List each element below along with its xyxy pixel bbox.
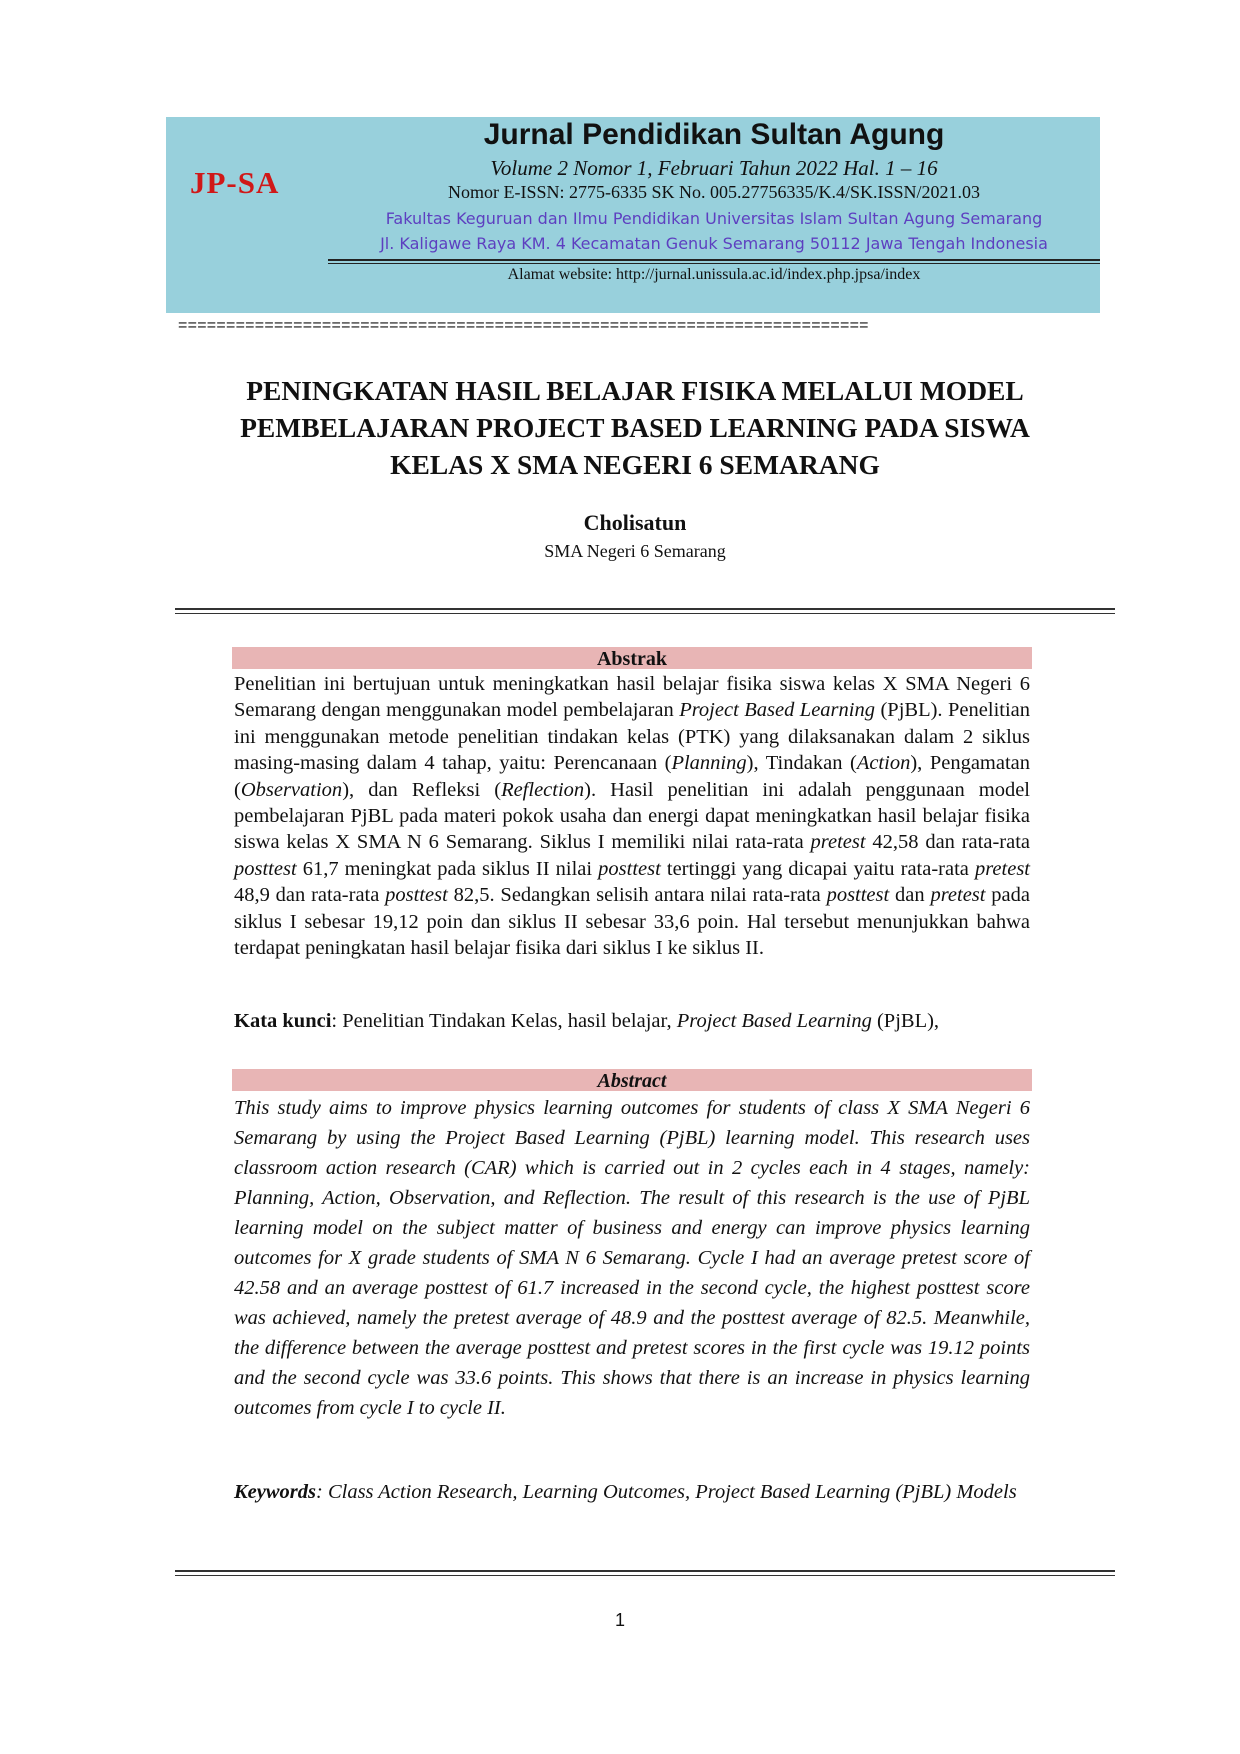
abstract-keywords: Keywords: Class Action Research, Learning Outcomes, Project Based Learning (PjBL) Models bbox=[234, 1481, 1017, 1503]
section-divider-bottom bbox=[175, 1570, 1115, 1576]
author-name: Cholisatun bbox=[583, 510, 687, 535]
journal-issn: Nomor E-ISSN: 2775-6335 SK No. 005.27756335/K.4/SK.ISSN/2021.03 bbox=[447, 182, 981, 202]
journal-title: Jurnal Pendidikan Sultan Agung bbox=[483, 118, 945, 151]
journal-logo: JP-SA bbox=[190, 165, 280, 200]
article-title bbox=[175, 372, 1095, 483]
abstrak-keywords: Kata kunci: Penelitian Tindakan Kelas, hasil belajar, Project Based Learning (PjBL), bbox=[234, 1010, 940, 1032]
author-affiliation: SMA Negeri 6 Semarang bbox=[544, 541, 726, 561]
separator-line: ======================================================================== bbox=[178, 318, 869, 334]
page-number: 1 bbox=[614, 1610, 625, 1630]
abstract-text: This study aims to improve physics learning outcomes for students of class X SMA Negeri 6 Semarang by using the Project Based Learning (PjBL) learning model. This research uses classroom action research (CAR) which is carried out in 2 cycles each in 4 stages, namely: Planning, Action, Observation, and Reflection. The result of this research is the use of PjBL learning model on the subject matter of business and energy can improve physics learning outcomes for X grade students of SMA N 6 Semarang. Cycle I had an average pretest score of 42.58 and an average posttest of 61.7 increased in the second cycle, the highest posttest score was achieved, namely the pretest average of 48.9 and the posttest average of 82.5. Meanwhile, the difference between the average posttest and pretest scores in the first cycle was 19.12 points and the second cycle was 33.6 points. This shows that there is an increase in physics learning outcomes from cycle I to cycle II. bbox=[234, 1097, 1030, 1419]
header-rule-thin bbox=[328, 263, 1100, 264]
journal-faculty: Fakultas Keguruan dan Ilmu Pendidikan Universitas Islam Sultan Agung Semarang bbox=[385, 209, 1043, 228]
journal-website: Alamat website: http://jurnal.unissula.ac.id/index.php.jpsa/index bbox=[507, 266, 921, 283]
abstrak-text: Penelitian ini bertujuan untuk meningkatkan hasil belajar fisika siswa kelas X SMA Negeri 6 Semarang dengan menggunakan model pembelajaran Project Based Learning (PjBL). Penelitian ini menggunakan metode penelitian tindakan kelas (PTK) yang dilaksanakan dalam 2 siklus masing-masing dalam 4 tahap, yaitu: Perencanaan (Planning), Tindakan (Action), Pengamatan (Observation), dan Refleksi (Reflection). Hasil penelitian ini adalah penggunaan model pembelajaran PjBL pada materi pokok usaha dan energi dapat meningkatkan hasil belajar fisika siswa kelas X SMA N 6 Semarang. Siklus I memiliki nilai rata-rata pretest 42,58 dan rata-rata posttest 61,7 meningkat pada siklus II nilai posttest tertinggi yang dicapai yaitu rata-rata pretest 48,9 dan rata-rata posttest 82,5. Sedangkan selisih antara nilai rata-rata posttest dan pretest pada siklus I sebesar 19,12 poin dan siklus II sebesar 33,6 poin. Hal tersebut menunjukkan bahwa terdapat peningkatan hasil belajar fisika dari siklus I ke siklus II. bbox=[234, 673, 1031, 960]
title-line: PENINGKATAN HASIL BELAJAR FISIKA MELALUI MODEL bbox=[246, 375, 1024, 406]
title-line: KELAS X SMA NEGERI 6 SEMARANG bbox=[390, 449, 880, 480]
journal-address: Jl. Kaligawe Raya KM. 4 Kecamatan Genuk Semarang 50112 Jawa Tengah Indonesia bbox=[380, 234, 1048, 253]
header-rule bbox=[328, 259, 1100, 261]
abstrak-heading: Abstrak bbox=[232, 647, 1032, 669]
section-divider bbox=[175, 608, 1115, 614]
abstract-heading: Abstract bbox=[232, 1069, 1032, 1091]
journal-volume: Volume 2 Nomor 1, Februari Tahun 2022 Hal. 1 – 16 bbox=[490, 156, 938, 180]
title-line: PEMBELAJARAN PROJECT BASED LEARNING PADA SISWA bbox=[240, 412, 1030, 443]
